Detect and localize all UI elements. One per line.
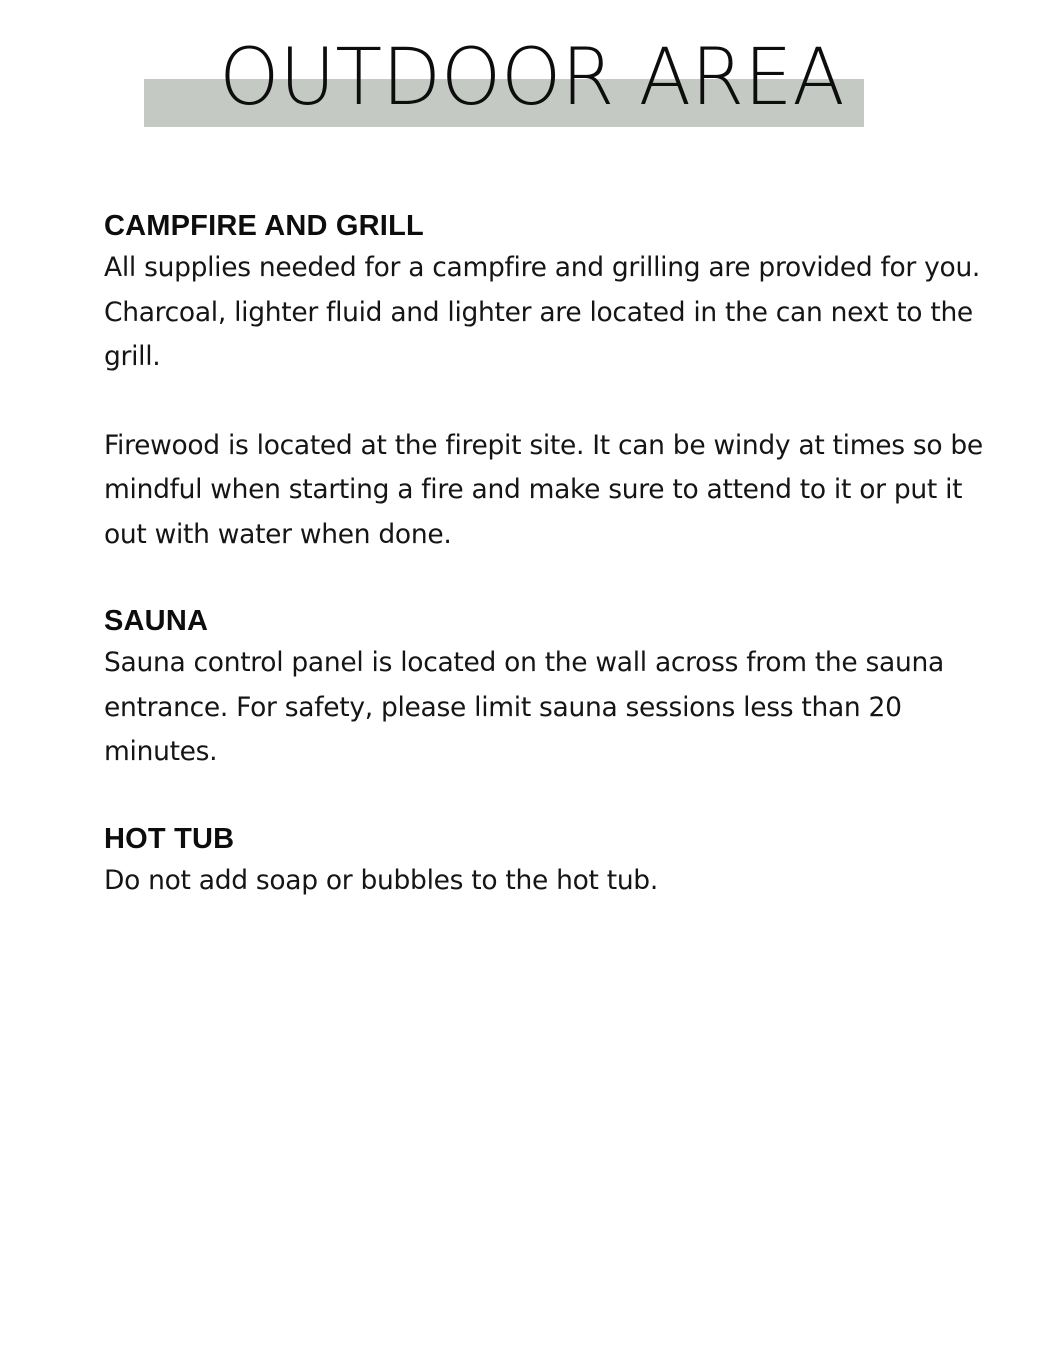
section-campfire-and-grill bbox=[104, 206, 984, 557]
section-hot-tub bbox=[104, 819, 984, 904]
section-heading: SAUNA bbox=[104, 605, 209, 637]
section-heading: CAMPFIRE AND GRILL bbox=[104, 210, 424, 242]
page-header bbox=[0, 0, 1040, 140]
section-paragraph: Do not add soap or bubbles to the hot tub. bbox=[104, 864, 658, 896]
page-title: OUTDOOR AREA bbox=[219, 33, 845, 123]
section-heading: HOT TUB bbox=[104, 822, 235, 855]
section-paragraph: All supplies needed for a campfire and grilling are provided for you. Charcoal, lighter fluid and lighter are located in the can next to the grill. bbox=[104, 252, 981, 372]
section-paragraph: Firewood is located at the firepit site. It can be windy at times so be mindful when starting a fire and make sure to attend to it or put it out with water when done. bbox=[104, 429, 983, 550]
section-sauna bbox=[104, 601, 984, 775]
page-content bbox=[104, 206, 984, 903]
section-paragraph: Sauna control panel is located on the wall across from the sauna entrance. For safety, please limit sauna sessions less than 20 minutes. bbox=[104, 647, 944, 767]
